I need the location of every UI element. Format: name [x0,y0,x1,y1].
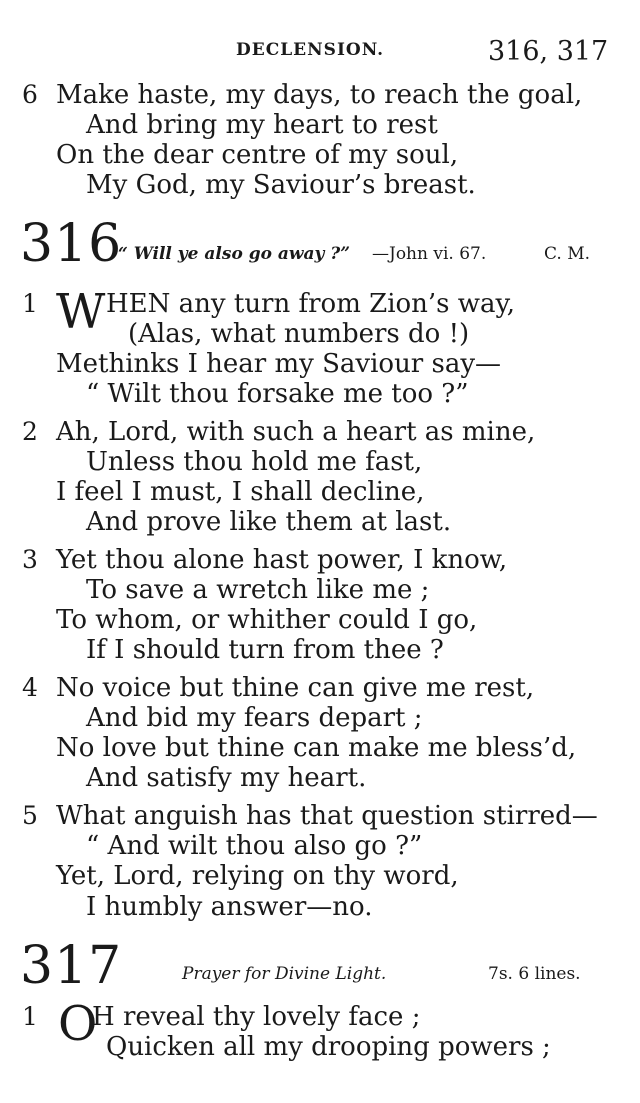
verse-line: Yet thou alone hast power, I know, [56,545,508,575]
scripture-reference: —John vi. 67. [372,244,487,264]
verse-line: No love but thine can make me bless’d, [56,733,577,763]
verse-line: “ Wilt thou forsake me too ?” [86,379,469,409]
verse-line: And bid my fears depart ; [86,703,423,733]
stanza-number: 5 [22,801,38,830]
hymn-meter: 7s. 6 lines. [488,964,581,984]
verse-line: On the dear centre of my soul, [56,140,459,170]
stanza-number: 4 [22,673,38,702]
verse-line: To whom, or whither could I go, [56,605,478,635]
verse-line: My God, my Saviour’s breast. [86,170,476,200]
verse-line: And satisfy my heart. [86,763,367,793]
running-head-page-numbers: 316, 317 [488,36,609,67]
drop-cap: O [58,996,98,1052]
running-head [0,36,640,66]
hymn-subtitle: “ Will ye also go away ?” [118,244,351,264]
hymn-subtitle: Prayer for Divine Light. [182,964,387,984]
verse-line: I feel I must, I shall decline, [56,477,425,507]
hymn-number: 316 [20,214,123,274]
verse-line: And bring my heart to rest [86,110,438,140]
verse-line: Unless thou hold me fast, [86,447,423,477]
stanza-number: 1 [22,289,38,318]
verse-line: Yet, Lord, relying on thy word, [56,861,459,891]
verse-line: (Alas, what numbers do !) [128,319,470,349]
stanza-number: 3 [22,545,38,574]
verse-line: I humbly answer—no. [86,892,373,922]
verse-line: H reveal thy lovely face ; [92,1002,421,1032]
running-head-title: DECLENSION. [236,40,385,60]
hymn-meter: C. M. [544,244,591,264]
verse-line: Ah, Lord, with such a heart as mine, [56,417,536,447]
verse-line: To save a wretch like me ; [86,575,430,605]
verse-line: “ And wilt thou also go ?” [86,831,423,861]
verse-line: If I should turn from thee ? [86,635,444,665]
verse-line: Quicken all my drooping powers ; [106,1032,551,1062]
hymn-number: 317 [20,936,123,996]
verse-line: Make haste, my days, to reach the goal, [56,80,583,110]
drop-cap: W [56,284,106,340]
stanza-number: 6 [22,80,38,109]
verse-line: And prove like them at last. [86,507,452,537]
stanza-number: 1 [22,1002,38,1031]
verse-line: Methinks I hear my Saviour say— [56,349,502,379]
verse-line: What anguish has that question stirred— [56,801,598,831]
verse-line: HEN any turn from Zion’s way, [106,289,516,319]
stanza-number: 2 [22,417,38,446]
verse-line: No voice but thine can give me rest, [56,673,535,703]
